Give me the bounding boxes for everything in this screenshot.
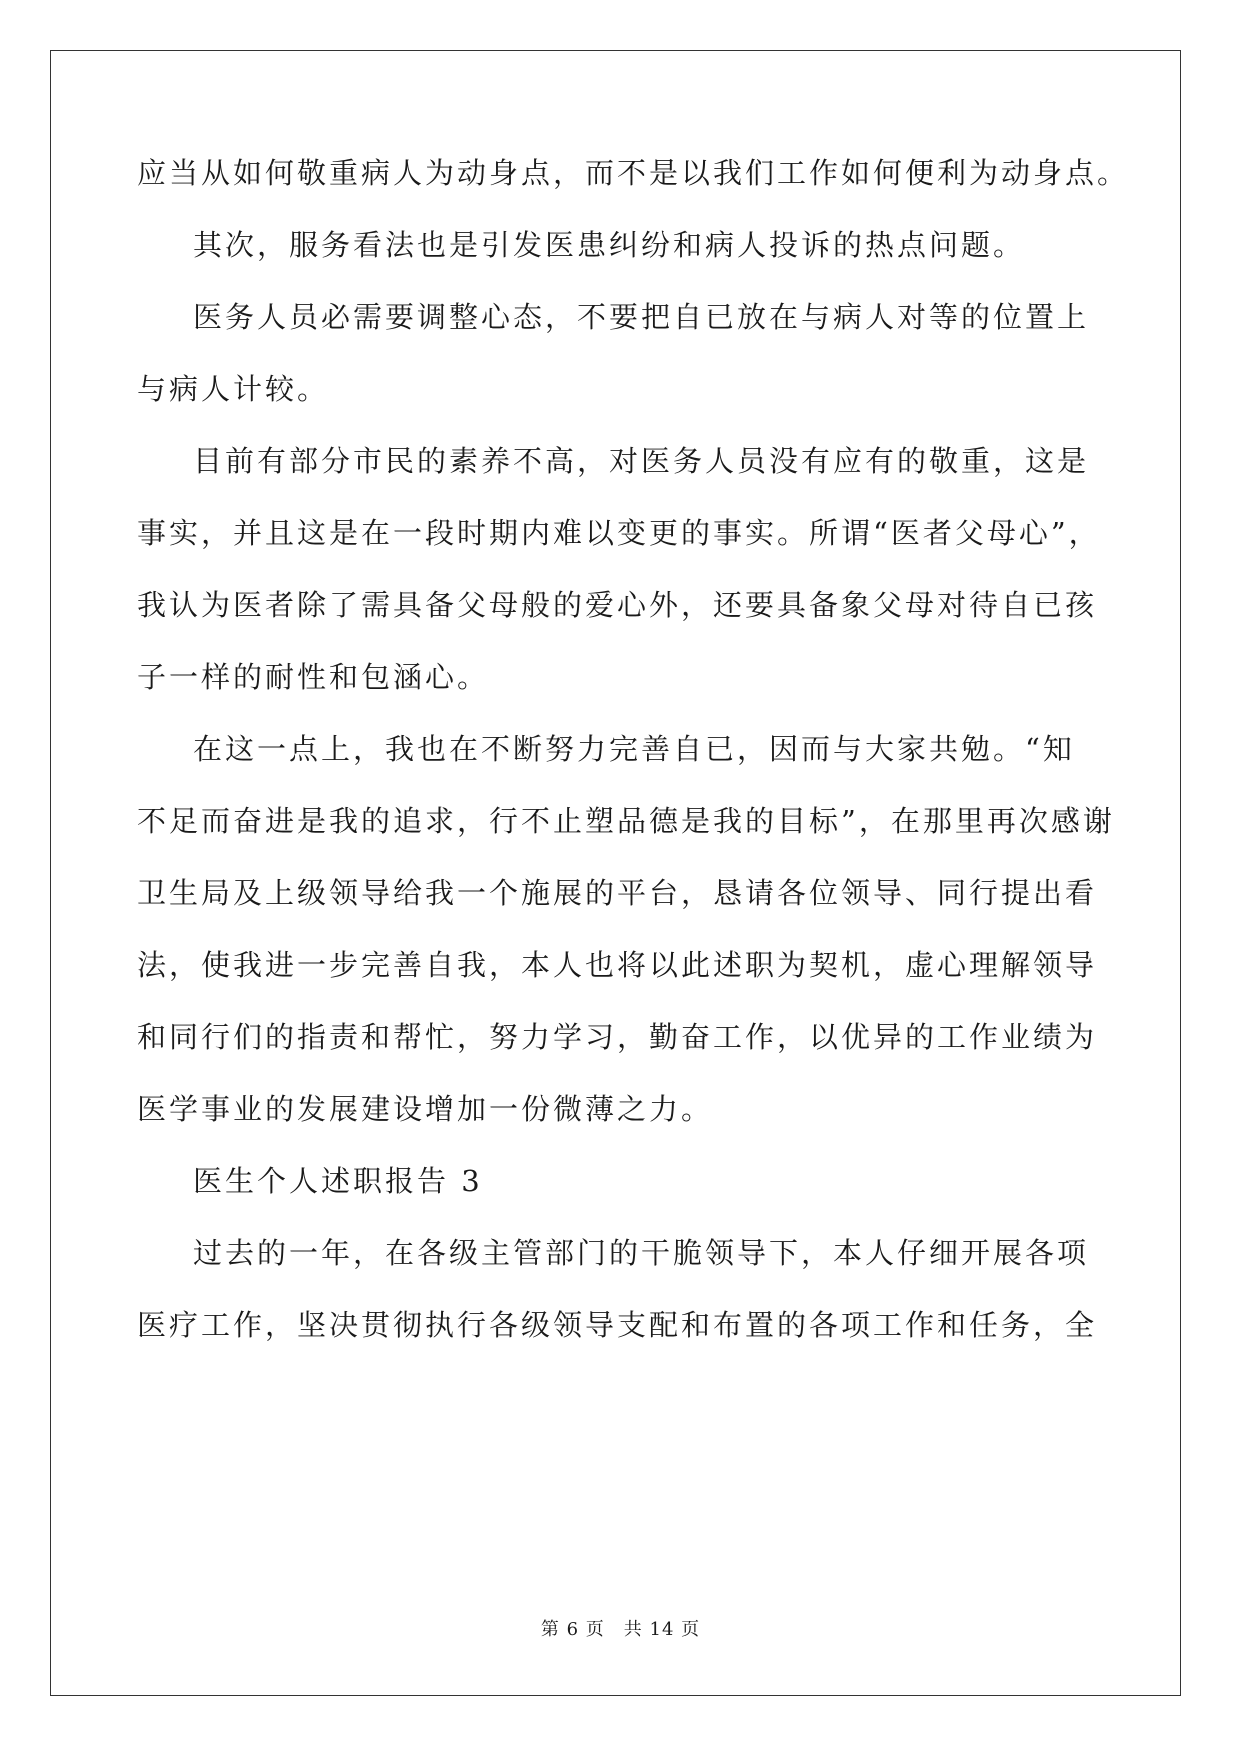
page-footer: 第 6 页 共 14 页 — [540, 1619, 701, 1640]
text-line: 医务人员必需要调整心态，不要把自已放在与病人对等的位置上 — [193, 300, 1090, 334]
section-heading: 医生个人述职报告 3 — [193, 1164, 483, 1198]
text-line: 不足而奋进是我的追求，行不止塑品德是我的目标”，在那里再次感谢 — [137, 804, 1115, 838]
text-line: 在这一点上，我也在不断努力完善自已，因而与大家共勉。“知 — [193, 732, 1075, 766]
text-line: 我认为医者除了需具备父母般的爱心外，还要具备象父母对待自已孩 — [137, 588, 1098, 622]
text-line: 目前有部分市民的素养不高，对医务人员没有应有的敬重，这是 — [193, 444, 1090, 478]
text-line: 医疗工作，坚决贯彻执行各级领导支配和布置的各项工作和任务，全 — [137, 1308, 1098, 1342]
text-line: 其次，服务看法也是引发医患纠纷和病人投诉的热点问题。 — [193, 228, 1026, 262]
text-line: 和同行们的指责和帮忙，努力学习，勤奋工作，以优异的工作业绩为 — [137, 1020, 1098, 1054]
text-line: 卫生局及上级领导给我一个施展的平台，恳请各位领导、同行提出看 — [137, 876, 1098, 910]
text-line: 应当从如何敬重病人为动身点，而不是以我们工作如何便利为动身点。 — [137, 156, 1130, 190]
text-line: 子一样的耐性和包涵心。 — [137, 660, 490, 694]
text-line: 事实，并且这是在一段时期内难以变更的事实。所谓“医者父母心”， — [137, 516, 1101, 550]
text-line: 医学事业的发展建设增加一份微薄之力。 — [137, 1092, 714, 1126]
text-line: 过去的一年，在各级主管部门的干脆领导下，本人仔细开展各项 — [193, 1236, 1090, 1270]
text-line: 法，使我进一步完善自我，本人也将以此述职为契机，虚心理解领导 — [137, 948, 1098, 982]
text-line: 与病人计较。 — [137, 372, 330, 406]
